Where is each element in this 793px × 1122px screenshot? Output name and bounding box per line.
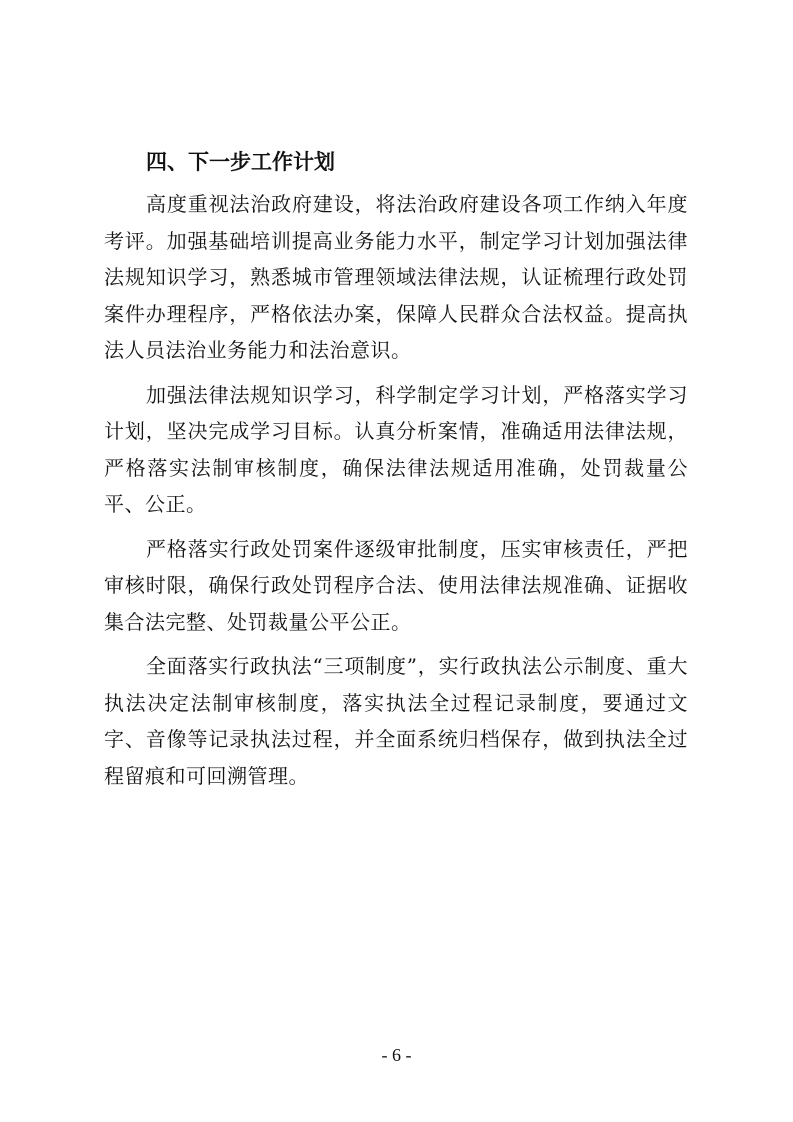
paragraph-2: 加强法律法规知识学习，科学制定学习计划，严格落实学习计划，坚决完成学习目标。认真分析案情，准确适用法律法规，严格落实法制审核制度，确保法律法规适用准确，处罚裁量公平、公正。 (104, 382, 688, 516)
section-heading: 四、下一步工作计划 (146, 150, 335, 174)
page-number: - 6 - (381, 1045, 412, 1065)
paragraph-4: 全面落实行政执法“三项制度”，实行政执法公示制度、重大执法决定法制审核制度，落实执法全过程记录制度，要通过文字、音像等记录执法过程，并全面系统归档保存，做到执法全过程留痕和可回溯管理。 (104, 654, 688, 788)
body-text (104, 186, 688, 802)
paragraph-1: 高度重视法治政府建设，将法治政府建设各项工作纳入年度考评。加强基础培训提高业务能力水平，制定学习计划加强法律法规知识学习，熟悉城市管理领域法律法规，认证梳理行政处罚案件办理程序，严格依法办案，保障人民群众合法权益。提高执法人员法治业务能力和法治意识。 (104, 192, 688, 362)
paragraph-3: 严格落实行政处罚案件逐级审批制度，压实审核责任，严把审核时限，确保行政处罚程序合法、使用法律法规准确、证据收集合法完整、处罚裁量公平公正。 (104, 536, 688, 634)
